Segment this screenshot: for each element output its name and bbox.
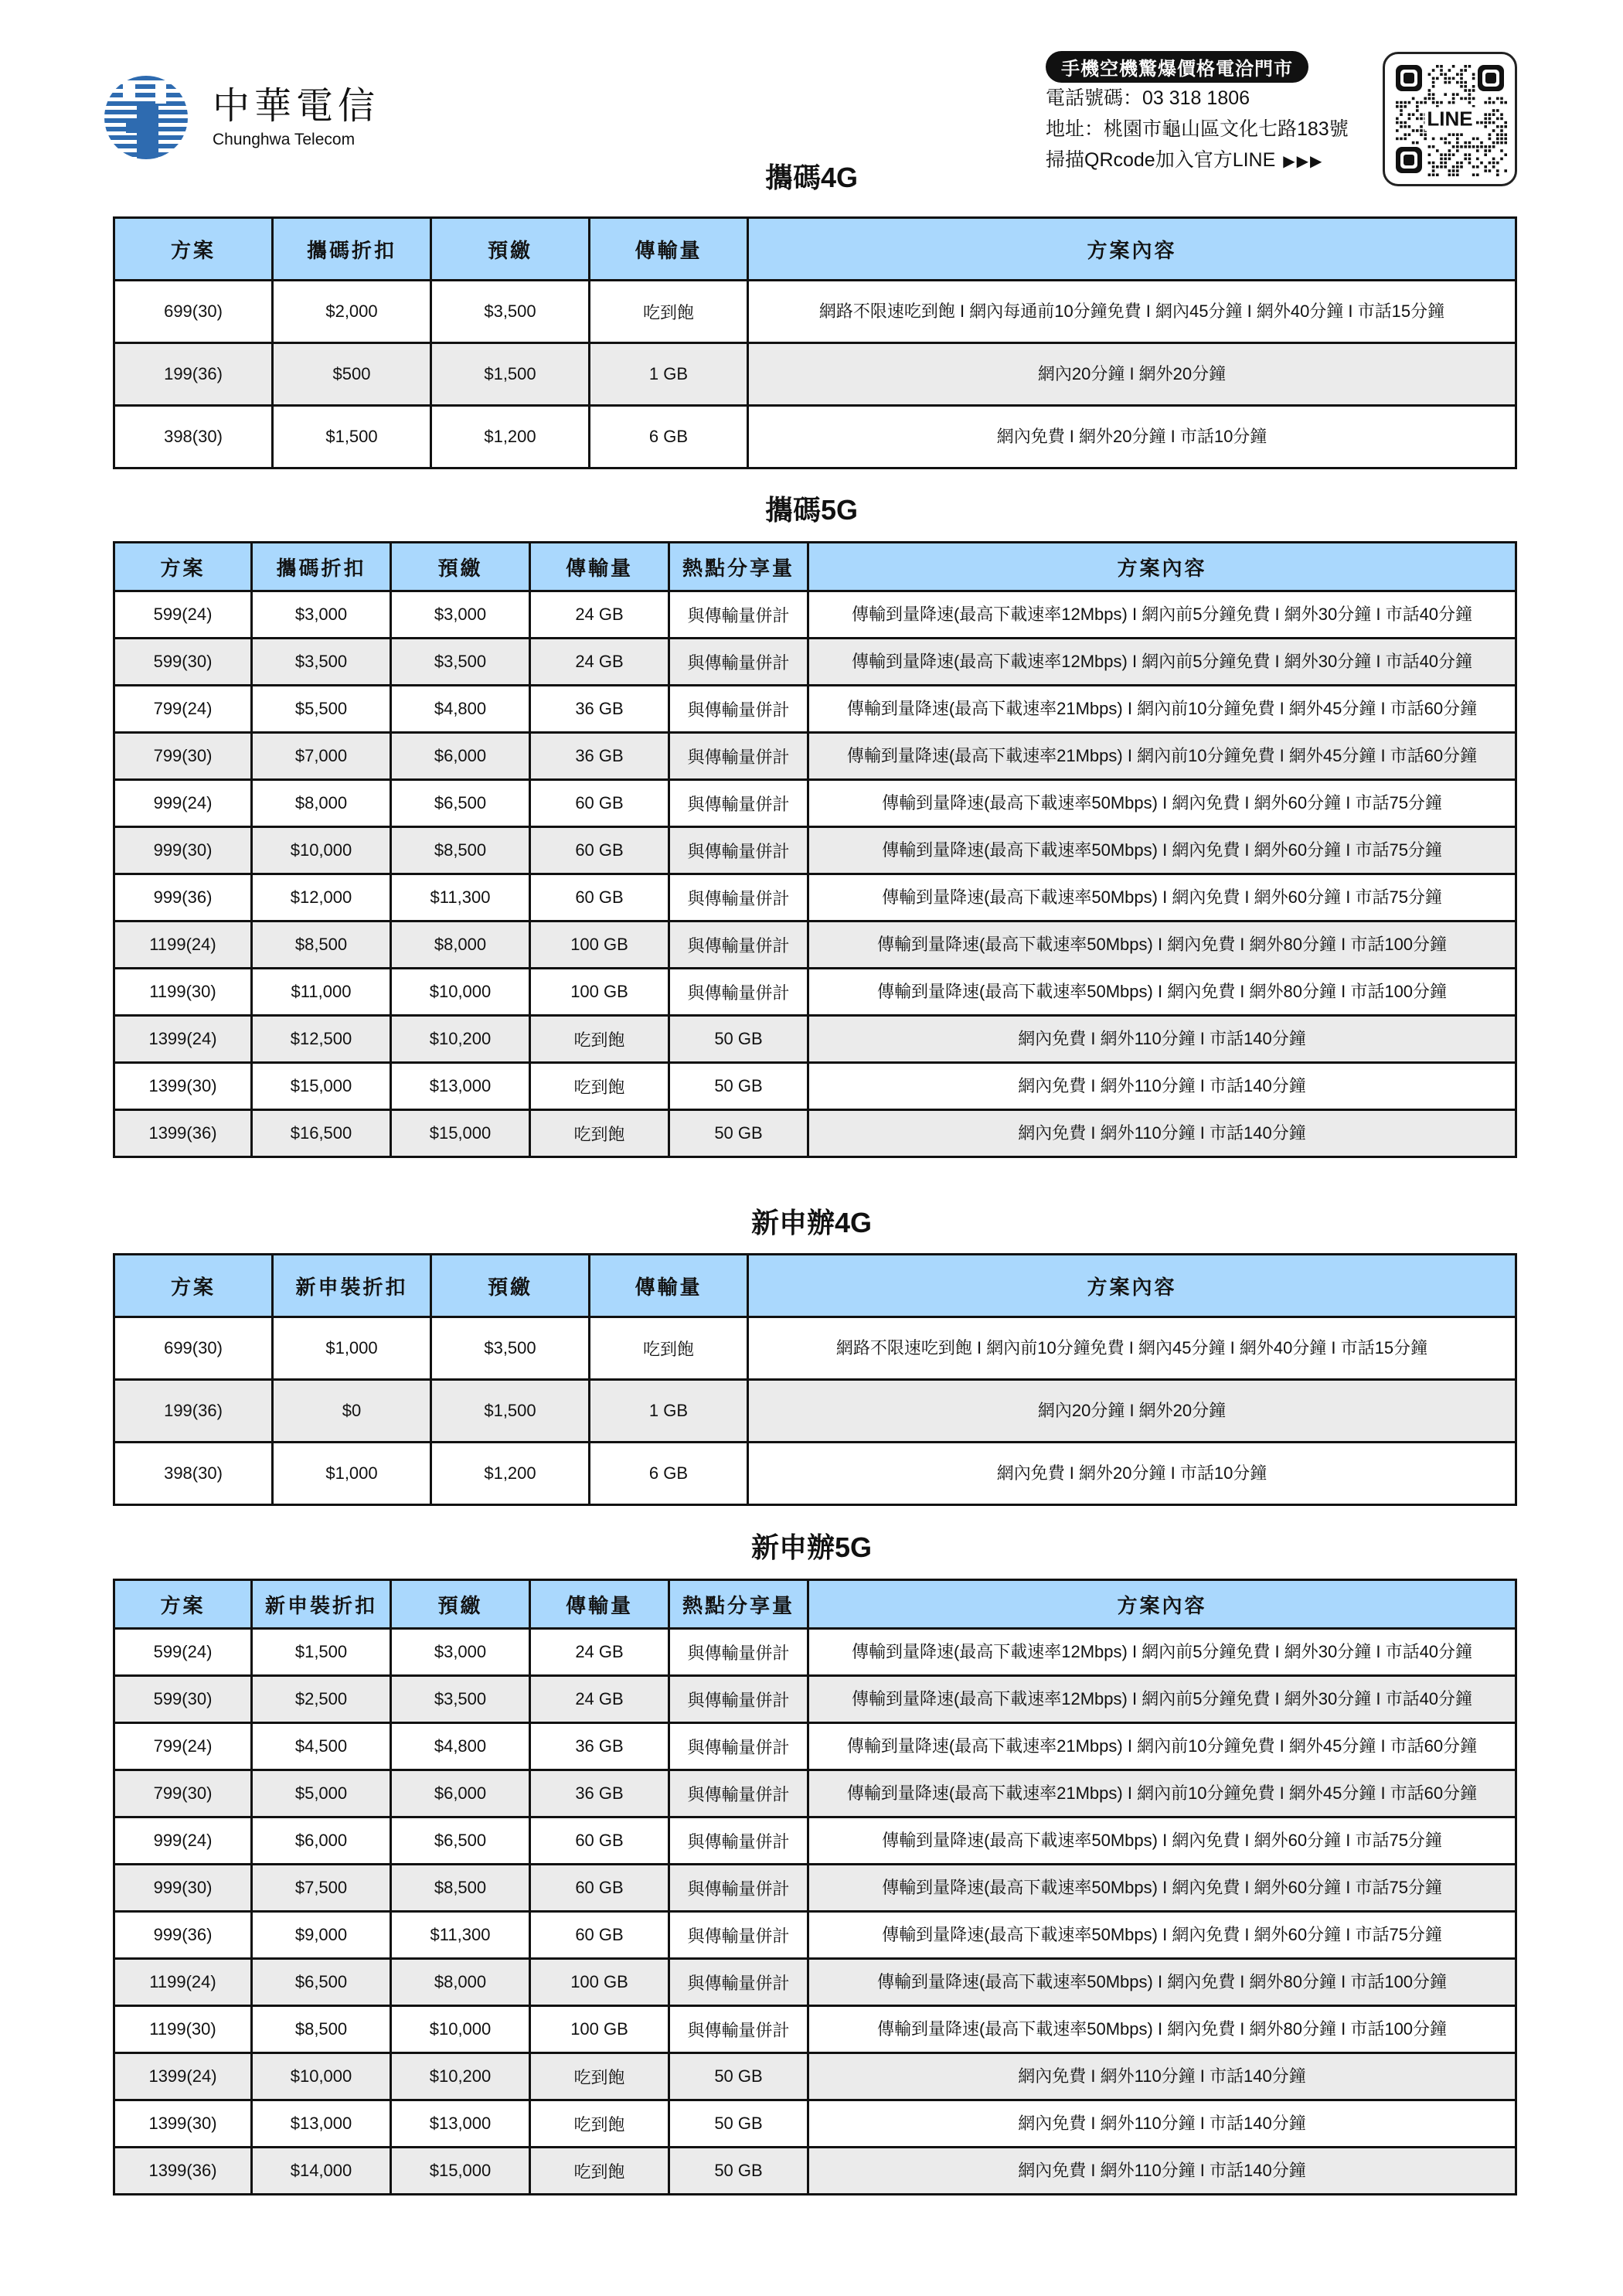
col-header-discount: 新申裝折扣 xyxy=(273,1255,431,1317)
content-cell: 網內20分鐘 I 網外20分鐘 xyxy=(748,1380,1516,1443)
content-cell: 傳輸到量降速(最高下載速率12Mbps) I 網內前5分鐘免費 I 網外30分鐘 I 市話40分鐘 xyxy=(808,639,1516,686)
data-cell: 6 GB xyxy=(590,406,748,468)
hotspot-cell: 與傳輸量併計 xyxy=(669,1676,808,1723)
hotspot-cell: 與傳輸量併計 xyxy=(669,780,808,827)
prepay-cell: $3,500 xyxy=(431,1317,590,1380)
col-header-content: 方案內容 xyxy=(748,1255,1516,1317)
data-cell: 24 GB xyxy=(530,591,669,639)
table-row xyxy=(114,1912,1516,1959)
content-cell: 傳輸到量降速(最高下載速率12Mbps) I 網內前5分鐘免費 I 網外30分鐘 I 市話40分鐘 xyxy=(808,1629,1516,1676)
table-new-5g xyxy=(113,1579,1517,2196)
data-cell: 吃到飽 xyxy=(530,2148,669,2195)
hotspot-cell: 與傳輸量併計 xyxy=(669,1770,808,1817)
data-cell: 吃到飽 xyxy=(590,1317,748,1380)
plan-cell: 1199(24) xyxy=(114,921,252,969)
plan-cell: 999(30) xyxy=(114,827,252,874)
table-header-row xyxy=(114,218,1516,281)
plan-cell: 799(30) xyxy=(114,1770,252,1817)
data-cell: 1 GB xyxy=(590,1380,748,1443)
plan-cell: 999(24) xyxy=(114,780,252,827)
table-row xyxy=(114,686,1516,733)
table-row xyxy=(114,1676,1516,1723)
col-header-plan: 方案 xyxy=(114,218,273,281)
discount-cell: $8,000 xyxy=(252,780,391,827)
discount-cell: $11,000 xyxy=(252,969,391,1016)
section-title-new-5g: 新申辦5G xyxy=(750,1531,873,1563)
prepay-cell: $6,500 xyxy=(391,780,530,827)
chunghwa-logo-icon xyxy=(103,74,189,161)
prepay-cell: $6,500 xyxy=(391,1817,530,1865)
plan-cell: 1199(30) xyxy=(114,969,252,1016)
discount-cell: $12,000 xyxy=(252,874,391,921)
qr-hint-text: 掃描QRcode加入官方LINE xyxy=(1046,149,1276,171)
discount-cell: $12,500 xyxy=(252,1016,391,1063)
table-row xyxy=(114,1110,1516,1157)
col-header-discount: 新申裝折扣 xyxy=(252,1580,391,1629)
plan-cell: 599(30) xyxy=(114,639,252,686)
table-row xyxy=(114,827,1516,874)
discount-cell: $9,000 xyxy=(252,1912,391,1959)
hotspot-cell: 50 GB xyxy=(669,1016,808,1063)
qr-line-label: LINE xyxy=(1424,107,1475,131)
prepay-cell: $15,000 xyxy=(391,2148,530,2195)
discount-cell: $6,000 xyxy=(252,1817,391,1865)
col-header-plan: 方案 xyxy=(114,543,252,591)
col-header-hotspot: 熱點分享量 xyxy=(669,1580,808,1629)
data-cell: 36 GB xyxy=(530,733,669,780)
col-header-data: 傳輸量 xyxy=(590,1255,748,1317)
data-cell: 60 GB xyxy=(530,1817,669,1865)
prepay-cell: $15,000 xyxy=(391,1110,530,1157)
prepay-cell: $8,500 xyxy=(391,1865,530,1912)
discount-cell: $8,500 xyxy=(252,921,391,969)
plan-cell: 1399(24) xyxy=(114,2053,252,2100)
hotspot-cell: 與傳輸量併計 xyxy=(669,733,808,780)
hotspot-cell: 50 GB xyxy=(669,2148,808,2195)
table-row xyxy=(114,1770,1516,1817)
hotspot-cell: 與傳輸量併計 xyxy=(669,1959,808,2006)
content-cell: 傳輸到量降速(最高下載速率50Mbps) I 網內免費 I 網外60分鐘 I 市話75分鐘 xyxy=(808,1817,1516,1865)
data-cell: 24 GB xyxy=(530,1629,669,1676)
prepay-cell: $4,800 xyxy=(391,1723,530,1770)
discount-cell: $10,000 xyxy=(252,2053,391,2100)
data-cell: 吃到飽 xyxy=(530,2053,669,2100)
hotspot-cell: 與傳輸量併計 xyxy=(669,1865,808,1912)
plan-cell: 799(24) xyxy=(114,686,252,733)
discount-cell: $500 xyxy=(273,343,431,406)
table-row xyxy=(114,2100,1516,2148)
discount-cell: $1,500 xyxy=(252,1629,391,1676)
prepay-cell: $10,200 xyxy=(391,2053,530,2100)
discount-cell: $14,000 xyxy=(252,2148,391,2195)
data-cell: 36 GB xyxy=(530,686,669,733)
content-cell: 網路不限速吃到飽 I 網內每通前10分鐘免費 I 網內45分鐘 I 網外40分鐘 I 市話15分鐘 xyxy=(748,281,1516,343)
plan-cell: 999(36) xyxy=(114,874,252,921)
discount-cell: $7,000 xyxy=(252,733,391,780)
discount-cell: $10,000 xyxy=(252,827,391,874)
table-row xyxy=(114,406,1516,468)
hotspot-cell: 50 GB xyxy=(669,1110,808,1157)
data-cell: 60 GB xyxy=(530,1865,669,1912)
content-cell: 網內免費 I 網外110分鐘 I 市話140分鐘 xyxy=(808,1110,1516,1157)
col-header-prepay: 預繳 xyxy=(431,1255,590,1317)
prepay-cell: $3,500 xyxy=(391,1676,530,1723)
content-cell: 傳輸到量降速(最高下載速率50Mbps) I 網內免費 I 網外80分鐘 I 市話100分鐘 xyxy=(808,969,1516,1016)
data-cell: 吃到飽 xyxy=(530,2100,669,2148)
plan-cell: 599(24) xyxy=(114,1629,252,1676)
plan-cell: 799(24) xyxy=(114,1723,252,1770)
discount-cell: $6,500 xyxy=(252,1959,391,2006)
hotspot-cell: 與傳輸量併計 xyxy=(669,1912,808,1959)
table-row xyxy=(114,1443,1516,1505)
hotspot-cell: 與傳輸量併計 xyxy=(669,2006,808,2053)
content-cell: 傳輸到量降速(最高下載速率50Mbps) I 網內免費 I 網外60分鐘 I 市話75分鐘 xyxy=(808,874,1516,921)
hotspot-cell: 與傳輸量併計 xyxy=(669,686,808,733)
plan-cell: 398(30) xyxy=(114,1443,273,1505)
table-row xyxy=(114,780,1516,827)
hotspot-cell: 50 GB xyxy=(669,2100,808,2148)
logo-name-zh: 中華電信 xyxy=(213,86,380,127)
content-cell: 網內免費 I 網外110分鐘 I 市話140分鐘 xyxy=(808,1063,1516,1110)
plan-cell: 599(30) xyxy=(114,1676,252,1723)
content-cell: 網內20分鐘 I 網外20分鐘 xyxy=(748,343,1516,406)
col-header-prepay: 預繳 xyxy=(391,543,530,591)
content-cell: 網內免費 I 網外110分鐘 I 市話140分鐘 xyxy=(808,2148,1516,2195)
prepay-cell: $11,300 xyxy=(391,1912,530,1959)
prepay-cell: $1,500 xyxy=(431,1380,590,1443)
data-cell: 100 GB xyxy=(530,2006,669,2053)
discount-cell: $1,000 xyxy=(273,1443,431,1505)
table-port-4g xyxy=(113,216,1517,469)
prepay-cell: $8,000 xyxy=(391,1959,530,2006)
table-row xyxy=(114,1016,1516,1063)
plan-cell: 199(36) xyxy=(114,1380,273,1443)
content-cell: 傳輸到量降速(最高下載速率21Mbps) I 網內前10分鐘免費 I 網外45分鐘 I 市話60分鐘 xyxy=(808,733,1516,780)
content-cell: 傳輸到量降速(最高下載速率50Mbps) I 網內免費 I 網外60分鐘 I 市話75分鐘 xyxy=(808,1865,1516,1912)
discount-cell: $2,000 xyxy=(273,281,431,343)
table-port-5g xyxy=(113,541,1517,1158)
table-row xyxy=(114,1063,1516,1110)
discount-cell: $7,500 xyxy=(252,1865,391,1912)
table-row xyxy=(114,969,1516,1016)
discount-cell: $3,500 xyxy=(252,639,391,686)
logo-name-en: Chunghwa Telecom xyxy=(213,131,356,148)
col-header-prepay: 預繳 xyxy=(431,218,590,281)
table-header-row xyxy=(114,1255,1516,1317)
plan-cell: 999(36) xyxy=(114,1912,252,1959)
plan-cell: 1399(30) xyxy=(114,1063,252,1110)
col-header-discount: 攜碼折扣 xyxy=(273,218,431,281)
col-header-discount: 攜碼折扣 xyxy=(252,543,391,591)
content-cell: 傳輸到量降速(最高下載速率50Mbps) I 網內免費 I 網外80分鐘 I 市話100分鐘 xyxy=(808,2006,1516,2053)
table-row xyxy=(114,1865,1516,1912)
discount-cell: $1,000 xyxy=(273,1317,431,1380)
prepay-cell: $6,000 xyxy=(391,1770,530,1817)
content-cell: 傳輸到量降速(最高下載速率50Mbps) I 網內免費 I 網外60分鐘 I 市話75分鐘 xyxy=(808,780,1516,827)
content-cell: 網內免費 I 網外20分鐘 I 市話10分鐘 xyxy=(748,1443,1516,1505)
prepay-cell: $3,500 xyxy=(391,639,530,686)
prepay-cell: $1,200 xyxy=(431,406,590,468)
prepay-cell: $3,000 xyxy=(391,1629,530,1676)
discount-cell: $5,000 xyxy=(252,1770,391,1817)
hotspot-cell: 與傳輸量併計 xyxy=(669,591,808,639)
plan-cell: 699(30) xyxy=(114,281,273,343)
store-phone: 電話號碼：03 318 1806 xyxy=(1046,87,1250,109)
data-cell: 100 GB xyxy=(530,969,669,1016)
table-row xyxy=(114,639,1516,686)
hotspot-cell: 與傳輸量併計 xyxy=(669,639,808,686)
hotspot-cell: 與傳輸量併計 xyxy=(669,1723,808,1770)
data-cell: 100 GB xyxy=(530,921,669,969)
plan-cell: 1199(24) xyxy=(114,1959,252,2006)
hotspot-cell: 與傳輸量併計 xyxy=(669,827,808,874)
hotspot-cell: 與傳輸量併計 xyxy=(669,1629,808,1676)
data-cell: 60 GB xyxy=(530,1912,669,1959)
table-new-4g xyxy=(113,1253,1517,1506)
data-cell: 24 GB xyxy=(530,639,669,686)
data-cell: 吃到飽 xyxy=(530,1063,669,1110)
prepay-cell: $3,000 xyxy=(391,591,530,639)
data-cell: 60 GB xyxy=(530,874,669,921)
prepay-cell: $8,000 xyxy=(391,921,530,969)
content-cell: 傳輸到量降速(最高下載速率21Mbps) I 網內前10分鐘免費 I 網外45分鐘 I 市話60分鐘 xyxy=(808,686,1516,733)
content-cell: 網內免費 I 網外110分鐘 I 市話140分鐘 xyxy=(808,2053,1516,2100)
table-header-row xyxy=(114,543,1516,591)
col-header-content: 方案內容 xyxy=(808,543,1516,591)
table-row xyxy=(114,1959,1516,2006)
content-cell: 傳輸到量降速(最高下載速率50Mbps) I 網內免費 I 網外60分鐘 I 市話75分鐘 xyxy=(808,827,1516,874)
table-row xyxy=(114,1629,1516,1676)
table-header-row xyxy=(114,1580,1516,1629)
data-cell: 60 GB xyxy=(530,827,669,874)
col-header-prepay: 預繳 xyxy=(391,1580,530,1629)
table-row xyxy=(114,1317,1516,1380)
prepay-cell: $6,000 xyxy=(391,733,530,780)
discount-cell: $3,000 xyxy=(252,591,391,639)
data-cell: 100 GB xyxy=(530,1959,669,2006)
prepay-cell: $3,500 xyxy=(431,281,590,343)
col-header-hotspot: 熱點分享量 xyxy=(669,543,808,591)
hotspot-cell: 與傳輸量併計 xyxy=(669,969,808,1016)
discount-cell: $15,000 xyxy=(252,1063,391,1110)
content-cell: 傳輸到量降速(最高下載速率12Mbps) I 網內前5分鐘免費 I 網外30分鐘 I 市話40分鐘 xyxy=(808,1676,1516,1723)
content-cell: 網內免費 I 網外110分鐘 I 市話140分鐘 xyxy=(808,2100,1516,2148)
plan-cell: 1199(30) xyxy=(114,2006,252,2053)
discount-cell: $1,500 xyxy=(273,406,431,468)
hotspot-cell: 與傳輸量併計 xyxy=(669,921,808,969)
table-row xyxy=(114,1380,1516,1443)
plan-cell: 699(30) xyxy=(114,1317,273,1380)
prepay-cell: $13,000 xyxy=(391,1063,530,1110)
prepay-cell: $1,200 xyxy=(431,1443,590,1505)
prepay-cell: $10,000 xyxy=(391,2006,530,2053)
section-title-port-5g: 攜碼5G xyxy=(764,494,859,526)
plan-cell: 1399(24) xyxy=(114,1016,252,1063)
plan-cell: 398(30) xyxy=(114,406,273,468)
content-cell: 傳輸到量降速(最高下載速率21Mbps) I 網內前10分鐘免費 I 網外45分鐘 I 市話60分鐘 xyxy=(808,1770,1516,1817)
prepay-cell: $11,300 xyxy=(391,874,530,921)
discount-cell: $16,500 xyxy=(252,1110,391,1157)
discount-cell: $2,500 xyxy=(252,1676,391,1723)
section-title-new-4g: 新申辦4G xyxy=(750,1207,873,1238)
section-title-port-4g: 攜碼4G xyxy=(764,162,859,193)
content-cell: 傳輸到量降速(最高下載速率50Mbps) I 網內免費 I 網外60分鐘 I 市話75分鐘 xyxy=(808,1912,1516,1959)
col-header-plan: 方案 xyxy=(114,1255,273,1317)
content-cell: 傳輸到量降速(最高下載速率50Mbps) I 網內免費 I 網外80分鐘 I 市話100分鐘 xyxy=(808,1959,1516,2006)
plan-cell: 1399(36) xyxy=(114,1110,252,1157)
data-cell: 吃到飽 xyxy=(530,1016,669,1063)
table-row xyxy=(114,874,1516,921)
hotspot-cell: 50 GB xyxy=(669,1063,808,1110)
table-row xyxy=(114,2053,1516,2100)
prepay-cell: $10,200 xyxy=(391,1016,530,1063)
data-cell: 吃到飽 xyxy=(590,281,748,343)
data-cell: 6 GB xyxy=(590,1443,748,1505)
table-row xyxy=(114,1723,1516,1770)
content-cell: 網內免費 I 網外110分鐘 I 市話140分鐘 xyxy=(808,1016,1516,1063)
data-cell: 60 GB xyxy=(530,780,669,827)
table-row xyxy=(114,281,1516,343)
table-row xyxy=(114,591,1516,639)
data-cell: 24 GB xyxy=(530,1676,669,1723)
table-row xyxy=(114,343,1516,406)
col-header-plan: 方案 xyxy=(114,1580,252,1629)
store-address: 地址：桃園市龜山區文化七路183號 xyxy=(1046,118,1349,140)
chunghwa-telecom-logo xyxy=(103,74,379,161)
data-cell: 吃到飽 xyxy=(530,1110,669,1157)
discount-cell: $13,000 xyxy=(252,2100,391,2148)
discount-cell: $4,500 xyxy=(252,1723,391,1770)
plan-cell: 1399(30) xyxy=(114,2100,252,2148)
content-cell: 傳輸到量降速(最高下載速率50Mbps) I 網內免費 I 網外80分鐘 I 市話100分鐘 xyxy=(808,921,1516,969)
col-header-data: 傳輸量 xyxy=(530,1580,669,1629)
content-cell: 傳輸到量降速(最高下載速率12Mbps) I 網內前5分鐘免費 I 網外30分鐘 I 市話40分鐘 xyxy=(808,591,1516,639)
data-cell: 36 GB xyxy=(530,1723,669,1770)
store-badge: 手機空機驚爆價格電洽門市 xyxy=(1046,51,1308,83)
prepay-cell: $13,000 xyxy=(391,2100,530,2148)
table-row xyxy=(114,921,1516,969)
arrow-right-icon: ▶▶▶ xyxy=(1283,153,1324,170)
plan-cell: 799(30) xyxy=(114,733,252,780)
data-cell: 1 GB xyxy=(590,343,748,406)
col-header-data: 傳輸量 xyxy=(530,543,669,591)
col-header-content: 方案內容 xyxy=(808,1580,1516,1629)
data-cell: 36 GB xyxy=(530,1770,669,1817)
discount-cell: $8,500 xyxy=(252,2006,391,2053)
col-header-content: 方案內容 xyxy=(748,218,1516,281)
content-cell: 傳輸到量降速(最高下載速率21Mbps) I 網內前10分鐘免費 I 網外45分鐘 I 市話60分鐘 xyxy=(808,1723,1516,1770)
hotspot-cell: 與傳輸量併計 xyxy=(669,1817,808,1865)
plan-cell: 999(30) xyxy=(114,1865,252,1912)
content-cell: 網內免費 I 網外20分鐘 I 市話10分鐘 xyxy=(748,406,1516,468)
table-row xyxy=(114,1817,1516,1865)
discount-cell: $0 xyxy=(273,1380,431,1443)
col-header-data: 傳輸量 xyxy=(590,218,748,281)
plan-cell: 599(24) xyxy=(114,591,252,639)
plan-cell: 199(36) xyxy=(114,343,273,406)
prepay-cell: $10,000 xyxy=(391,969,530,1016)
prepay-cell: $8,500 xyxy=(391,827,530,874)
content-cell: 網路不限速吃到飽 I 網內前10分鐘免費 I 網內45分鐘 I 網外40分鐘 I 市話15分鐘 xyxy=(748,1317,1516,1380)
table-row xyxy=(114,2148,1516,2195)
hotspot-cell: 50 GB xyxy=(669,2053,808,2100)
discount-cell: $5,500 xyxy=(252,686,391,733)
prepay-cell: $1,500 xyxy=(431,343,590,406)
plan-cell: 999(24) xyxy=(114,1817,252,1865)
hotspot-cell: 與傳輸量併計 xyxy=(669,874,808,921)
prepay-cell: $4,800 xyxy=(391,686,530,733)
table-row xyxy=(114,2006,1516,2053)
plan-cell: 1399(36) xyxy=(114,2148,252,2195)
table-row xyxy=(114,733,1516,780)
